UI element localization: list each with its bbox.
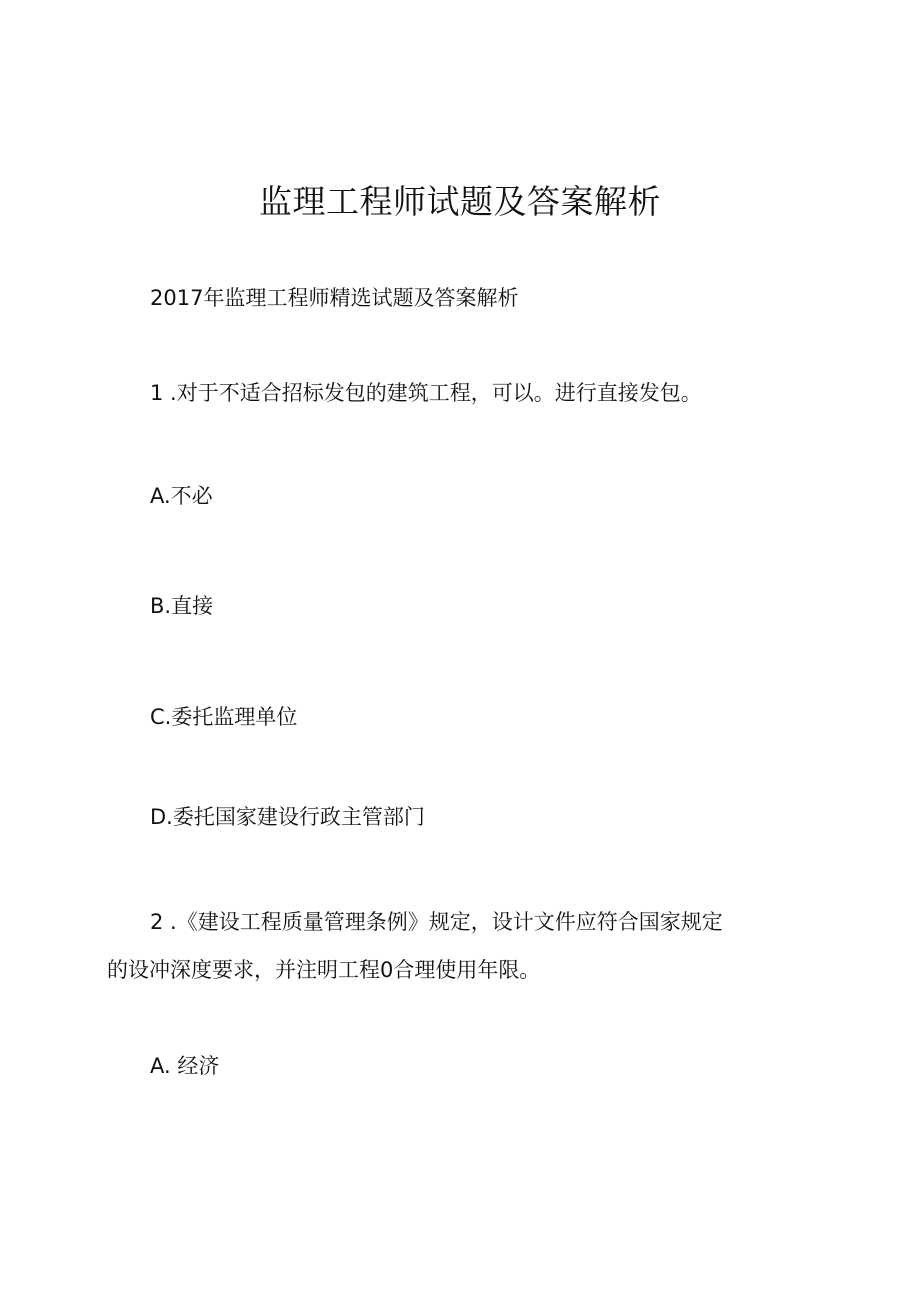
question-1-option-b: B.直接: [150, 594, 214, 618]
question-2-stem-line-2: 的设冲深度要求，并注明工程0合理使用年限。: [107, 958, 541, 982]
question-2-option-a: A. 经济: [150, 1054, 220, 1078]
question-2-stem: [107, 898, 807, 994]
question-1-option-d: D.委托国家建设行政主管部门: [150, 805, 425, 829]
question-2-stem-line-1: 2 .《建设工程质量管理条例》规定，设计文件应符合国家规定: [150, 910, 723, 934]
document-title: 监理工程师试题及答案解析: [259, 182, 661, 221]
question-1-option-c: C.委托监理单位: [150, 705, 298, 729]
document-subtitle: 2017年监理工程师精选试题及答案解析: [150, 286, 519, 310]
question-1-stem: 1 .对于不适合招标发包的建筑工程，可以。进行直接发包。: [150, 381, 702, 405]
question-1-option-a: A.不必: [150, 484, 213, 508]
